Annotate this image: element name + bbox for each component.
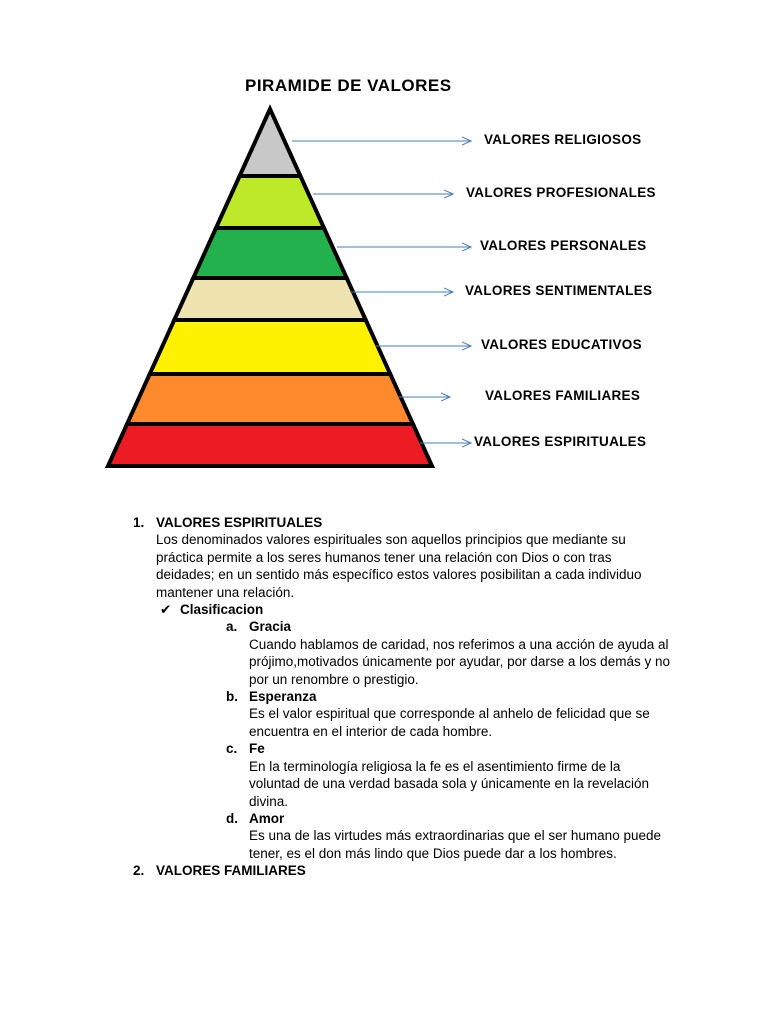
item-text: En la terminología religiosa la fe es el asentimiento firme de la voluntad de una verdad basada sola y únicamente en la revelación divina. <box>249 758 650 809</box>
subheading-text: Clasificacion <box>180 602 264 618</box>
item-text: Es una de las virtudes más extraordinarias que el ser humano puede tener, es el don más lindo que Dios puede dar a los hombres. <box>249 828 661 861</box>
pyramid-level-label: VALORES PROFESIONALES <box>466 185 656 200</box>
pyramid-level-label: VALORES FAMILIARES <box>485 388 641 403</box>
pyramid-level-label: VALORES RELIGIOSOS <box>484 132 642 147</box>
item-text: Es el valor espiritual que corresponde al anhelo de felicidad que se encuentra en el interior de cada hombre. <box>249 706 650 739</box>
pyramid-band <box>127 374 413 424</box>
pyramid-level-label: VALORES SENTIMENTALES <box>465 283 653 298</box>
pyramid-band <box>174 278 365 320</box>
section-number: 2. <box>133 863 145 879</box>
item-letter: d. <box>226 810 238 826</box>
section-text: Los denominados valores espirituales son aquellos principios que mediante su práctica permite a los seres humanos tener una relación con Dios o con tras deidades; en un sentido más específico estos valores posibilitan a cada individuo mantener una relación. <box>156 532 642 600</box>
section-1 <box>133 514 673 601</box>
values-pyramid <box>0 0 768 480</box>
item-letter: b. <box>226 689 238 705</box>
section-title: VALORES ESPIRITUALES <box>156 515 323 530</box>
pyramid-band <box>216 176 324 228</box>
pyramid-level-label: VALORES EDUCATIVOS <box>481 337 642 352</box>
item-text: Cuando hablamos de caridad, nos referimos a una acción de ayuda al prójimo,motivados únicamente por ayudar, por darse a los demás y no por un renombre o prestigio. <box>249 636 670 687</box>
item-title: Amor <box>249 810 285 826</box>
checkmark-icon: ✔ <box>160 602 172 618</box>
classification-heading <box>133 601 673 618</box>
item-title: Esperanza <box>249 689 317 705</box>
page-title: PIRAMIDE DE VALORES <box>245 76 452 95</box>
list-item <box>133 810 673 862</box>
pyramid-band <box>240 109 301 176</box>
section-2 <box>133 862 673 879</box>
section-number: 1. <box>133 515 145 530</box>
pyramid-band <box>150 320 391 374</box>
section-title: VALORES FAMILIARES <box>156 863 306 879</box>
item-title: Fe <box>249 741 265 757</box>
pyramid-band <box>193 228 346 278</box>
list-item <box>133 618 673 688</box>
list-item <box>133 740 673 810</box>
list-item <box>133 688 673 740</box>
pyramid-level-label: VALORES ESPIRITUALES <box>474 434 647 449</box>
document-body <box>133 514 673 880</box>
pyramid-band <box>108 424 432 466</box>
item-letter: c. <box>226 741 238 757</box>
item-letter: a. <box>226 619 238 635</box>
item-title: Gracia <box>249 619 292 635</box>
pyramid-level-label: VALORES PERSONALES <box>480 238 647 253</box>
